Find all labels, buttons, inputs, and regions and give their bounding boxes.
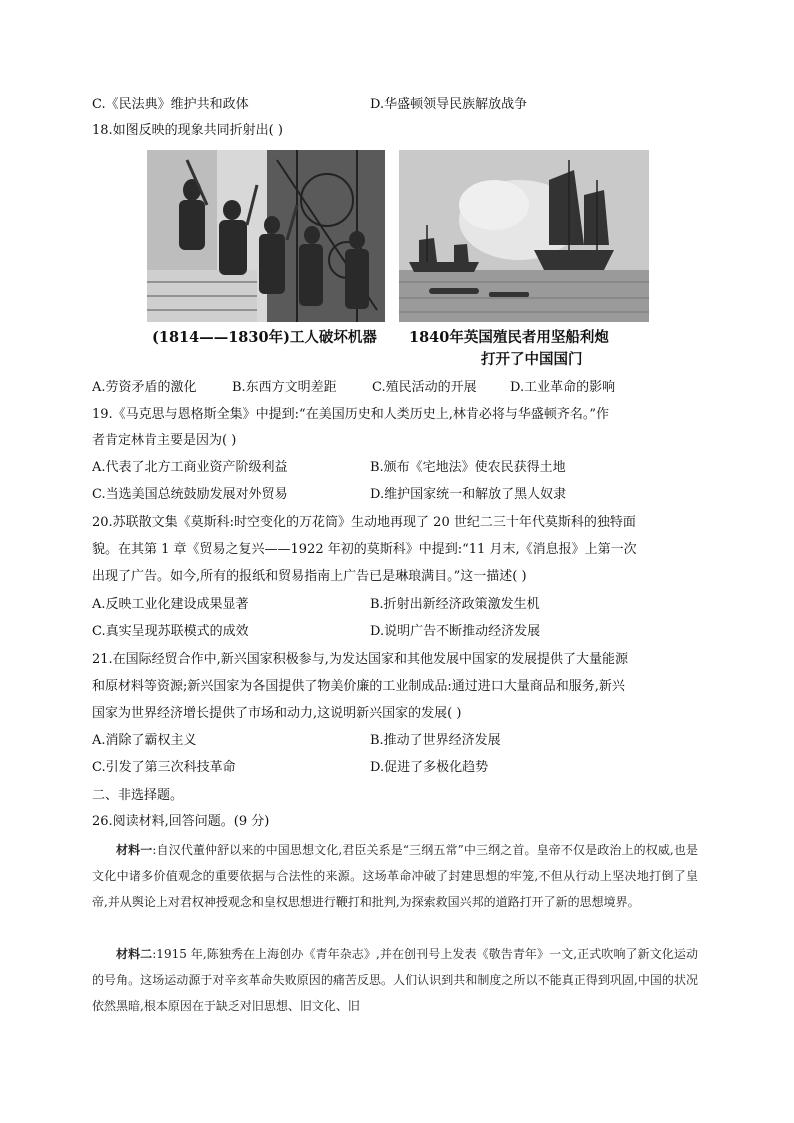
q18-figure (147, 150, 649, 368)
q19-option-c: C.当选美国总统鼓励发展对外贸易 (92, 487, 288, 502)
q21-stem-line3: 国家为世界经济增长提供了市场和动力,这说明新兴国家的发展( ) (92, 706, 462, 721)
q21-stem-line1: 21.在国际经贸合作中,新兴国家积极参与,为发达国家和其他发展中国家的发展提供了大量能源 (92, 652, 628, 667)
figure-right-caption-line2: 打开了中国国门 (481, 351, 583, 368)
q20-option-b: B.折射出新经济政策激发生机 (370, 597, 540, 612)
q21-options-row1 (92, 731, 712, 751)
material-two-label: 材料二 (116, 947, 153, 961)
q17-option-d: D.华盛顿领导民族解放战争 (370, 97, 528, 112)
figure-left-caption: (1814——1830年)工人破坏机器 (152, 329, 377, 346)
q19-options-row2 (92, 485, 712, 505)
q19-option-b: B.颁布《宅地法》使农民获得土地 (370, 460, 566, 475)
q20-stem-line1: 20.苏联散文集《莫斯科:时空变化的万花筒》生动地再现了 20 世纪二三十年代莫斯科的独特面 (92, 515, 636, 530)
q20-option-d: D.说明广告不断推动经济发展 (370, 624, 541, 639)
q19-options-row1 (92, 458, 712, 478)
q21-option-d: D.促进了多极化趋势 (370, 760, 489, 775)
material-two (92, 941, 698, 1019)
material-one-label: 材料一 (116, 843, 153, 857)
q20-option-c: C.真实呈现苏联模式的成效 (92, 624, 249, 639)
machine-breaking-illustration (147, 150, 385, 322)
q18-option-a: A.劳资矛盾的激化 (92, 380, 197, 395)
section-heading: 二、非选择题。 (92, 788, 184, 803)
q19-stem-line2: 者肯定林肯主要是因为( ) (92, 433, 237, 448)
q20-stem-line2: 貌。在其第 1 章《贸易之复兴——1922 年初的莫斯科》中提到:“11 月末,《消息报》上第一次 (92, 542, 637, 557)
material-one (92, 837, 698, 915)
q21-options-row2 (92, 758, 712, 778)
q21-option-b: B.推动了世界经济发展 (370, 733, 501, 748)
q18-options-row (92, 378, 712, 398)
q21-option-c: C.引发了第三次科技革命 (92, 760, 236, 775)
opium-war-ship-illustration (399, 150, 649, 322)
q21-option-a: A.消除了霸权主义 (92, 733, 197, 748)
q19-option-d: D.维护国家统一和解放了黑人奴隶 (370, 487, 567, 502)
q20-option-a: A.反映工业化建设成果显著 (92, 597, 249, 612)
q18-option-d: D.工业革命的影响 (510, 380, 616, 395)
q20-options-row2 (92, 622, 712, 642)
q17-options-row (92, 95, 712, 115)
q20-stem-line3: 出现了广告。如今,所有的报纸和贸易指南上广告已是琳琅满目。”这一描述( ) (92, 569, 527, 584)
figure-right-caption-line1: 1840年英国殖民者用坚船利炮 (409, 329, 609, 346)
q18-stem: 18.如图反映的现象共同折射出( ) (92, 123, 283, 138)
q19-option-a: A.代表了北方工商业资产阶级利益 (92, 460, 288, 475)
material-two-text: :1915 年,陈独秀在上海创办《青年杂志》,并在创刊号上发表《敬告青年》一文,正式吹响了新文化运动的号角。这场运动源于对辛亥革命失败原因的痛苦反思。人们认识到共和制度之所以不能真正得到巩固,中国的状况依然黑暗,根本原因在于缺乏对旧思想、旧文化、旧 (92, 947, 698, 1013)
q20-options-row1 (92, 595, 712, 615)
q17-option-c: C.《民法典》维护共和政体 (92, 97, 249, 112)
q18-option-b: B.东西方文明差距 (232, 380, 337, 395)
material-one-text: :自汉代董仲舒以来的中国思想文化,君臣关系是“三纲五常”中三纲之首。皇帝不仅是政治上的权威,也是文化中诸多价值观念的重要依据与合法性的来源。这场革命冲破了封建思想的牢笼,不但从行动上坚决地打倒了皇帝,并从舆论上对君权神授观念和皇权思想进行鞭打和批判,为探索救国兴邦的道路打开了新的思想境界。 (92, 843, 698, 909)
q19-stem-line1: 19.《马克思与恩格斯全集》中提到:“在美国历史和人类历史上,林肯必将与华盛顿齐名。”作 (92, 407, 609, 422)
q18-option-c: C.殖民活动的开展 (372, 380, 477, 395)
q21-stem-line2: 和原材料等资源;新兴国家为各国提供了物美价廉的工业制成品:通过进口大量商品和服务,新兴 (92, 679, 625, 694)
q26-stem: 26.阅读材料,回答问题。(9 分) (92, 814, 270, 829)
